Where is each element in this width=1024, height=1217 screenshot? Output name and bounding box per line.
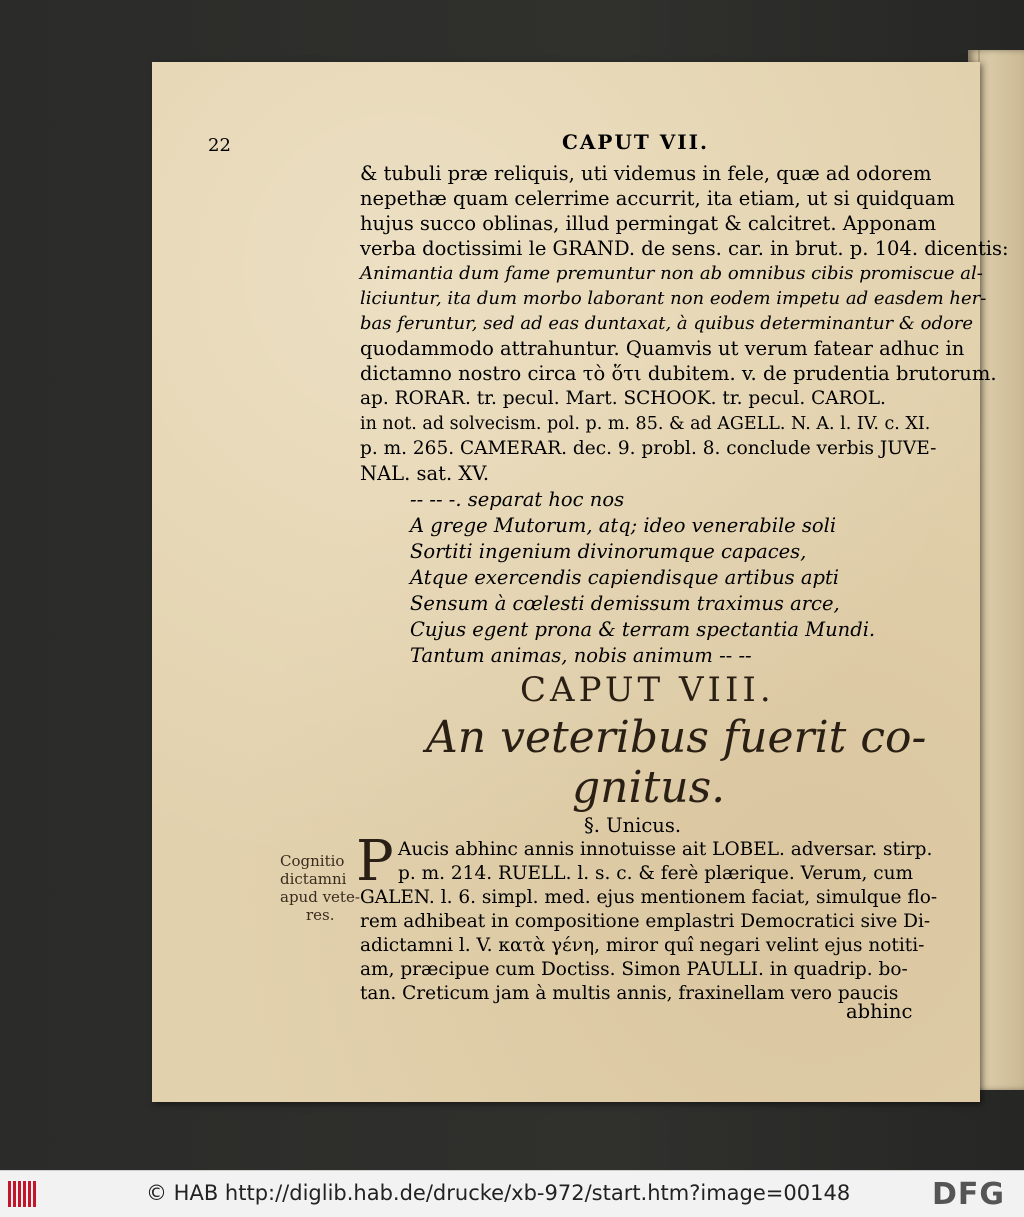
body-line: NAL. sat. XV. (360, 462, 490, 485)
paragraph-line: rem adhibeat in compositione emplastri Democratici sive Di- (360, 911, 931, 932)
verse-line: Atque exercendis capiendisque artibus apti (410, 566, 840, 589)
paragraph-line: tan. Creticum jam à multis annis, fraxinellam vero paucis (360, 983, 899, 1004)
verse-line: Sortiti ingenium divinorumque capaces, (410, 540, 807, 563)
paragraph-line: p. m. 214. RUELL. l. s. c. & ferè plærique. Verum, cum (398, 863, 914, 884)
paragraph-line: am, præcipue cum Doctiss. Simon PAULLI. in quadrip. bo- (360, 959, 908, 980)
body-line: dictamno nostro circa τὸ ὅτι dubitem. v. de prudentia brutorum. (360, 362, 997, 385)
drop-capital: P (356, 829, 394, 894)
body-line: & tubuli præ reliquis, uti videmus in fele, quæ ad odorem (360, 162, 932, 185)
viewer-footer (0, 1170, 1024, 1217)
verse-line: Sensum à cœlesti demissum traximus arce, (410, 592, 840, 615)
margin-note-line: dictamni (280, 870, 347, 888)
chapter-subtitle: An veteribus fuerit co- (426, 712, 927, 763)
body-line: nepethæ quam celerrime accurrit, ita etiam, ut si quidquam (360, 187, 955, 210)
paragraph-line: adictamni l. V. κατὰ γένη, miror quî negari velint ejus notiti- (360, 935, 925, 956)
margin-note-line: Cognitio (280, 852, 345, 870)
dfg-logo: DFG (932, 1177, 1006, 1212)
chapter-subtitle: gnitus. (572, 762, 726, 813)
body-line: p. m. 265. CAMERAR. dec. 9. probl. 8. conclude verbis JUVE- (360, 438, 937, 459)
body-line: hujus succo oblinas, illud permingat & calcitret. Apponam (360, 212, 937, 235)
section-heading: §. Unicus. (584, 814, 682, 837)
paragraph-line: Aucis abhinc annis innotuisse ait LOBEL. adversar. stirp. (398, 839, 933, 860)
catchword: abhinc (846, 1000, 913, 1023)
body-line: quodammodo attrahuntur. Quamvis ut verum fatear adhuc in (360, 337, 965, 360)
margin-note-line: res. (306, 906, 335, 924)
body-line: verba doctissimi le GRAND. de sens. car. in brut. p. 104. dicentis: (360, 237, 1009, 260)
verse-line: Tantum animas, nobis animum -- -- (410, 644, 752, 667)
chapter-title: CAPUT VIII. (520, 670, 775, 710)
body-line-italic: liciuntur, ita dum morbo laborant non eodem impetu ad easdem her- (360, 288, 987, 309)
body-line: ap. RORAR. tr. pecul. Mart. SCHOOK. tr. pecul. CAROL. (360, 388, 886, 409)
paragraph-line: GALEN. l. 6. simpl. med. ejus mentionem faciat, simulque flo- (360, 887, 938, 908)
copyright-link[interactable]: © HAB http://diglib.hab.de/drucke/xb-972/start.htm?image=00148 (146, 1181, 851, 1205)
verse-line: A grege Mutorum, atq; ideo venerabile soli (410, 514, 837, 537)
verse-line: -- -- -. separat hoc nos (410, 488, 625, 511)
body-line-italic: Animantia dum fame premuntur non ab omnibus cibis promiscue al- (360, 263, 983, 284)
verse-line: Cujus egent prona & terram spectantia Mundi. (410, 618, 876, 641)
page-number: 22 (208, 135, 231, 156)
body-line-italic: bas feruntur, sed ad eas duntaxat, à quibus determinantur & odore (360, 313, 974, 334)
running-title: CAPUT VII. (562, 130, 709, 154)
library-logo-icon (8, 1181, 40, 1207)
margin-note-line: apud vete- (280, 888, 360, 906)
body-line: in not. ad solvecism. pol. p. m. 85. & ad AGELL. N. A. l. IV. c. XI. (360, 414, 931, 434)
